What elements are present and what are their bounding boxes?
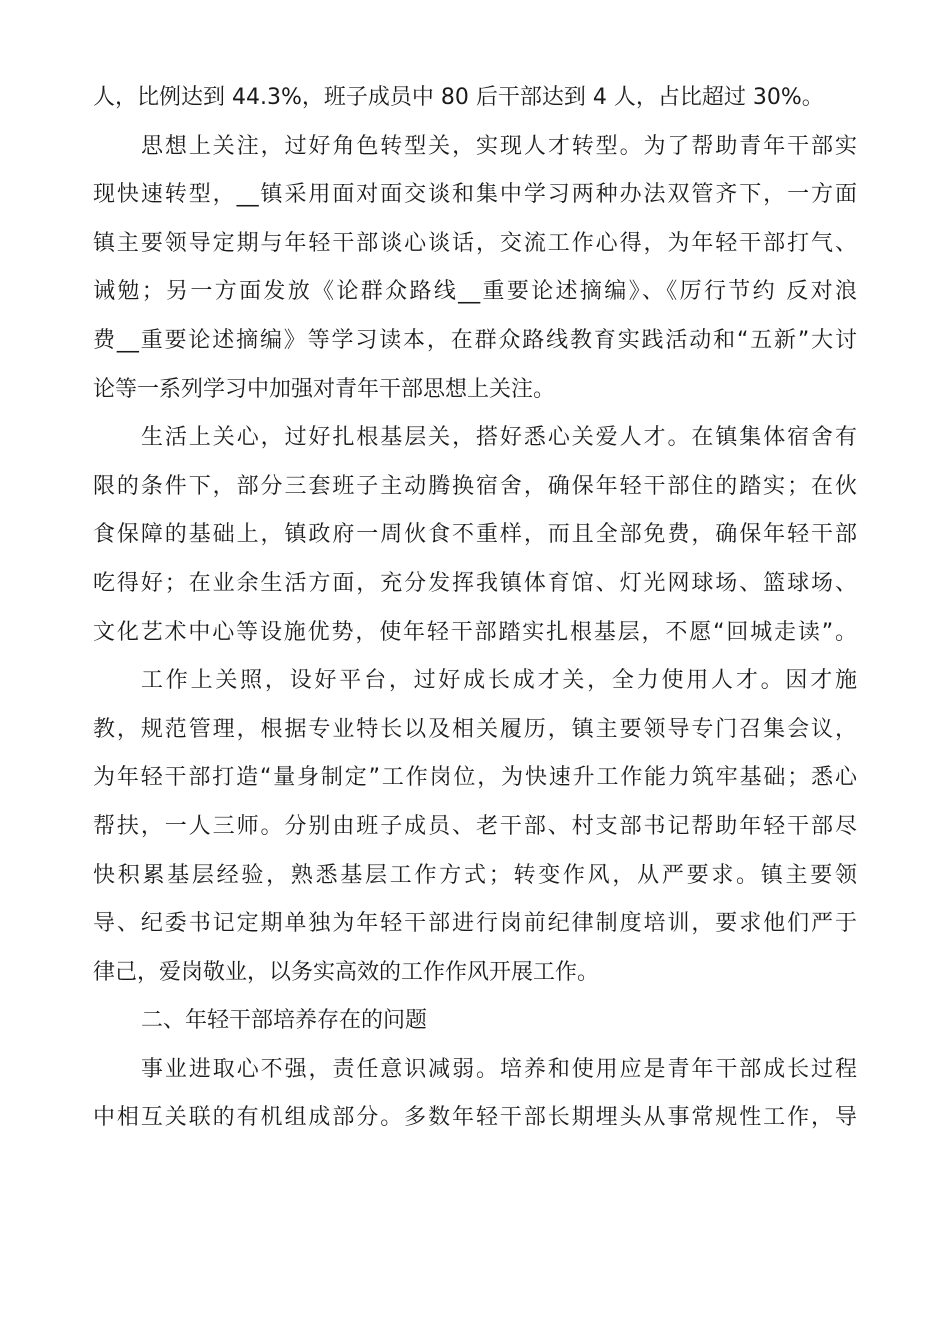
text-line: 诫勉；另一方面发放《论群众路线__重要论述摘编》、《厉行节约 反对浪 [93,279,857,305]
text-line: 现快速转型，__镇采用面对面交谈和集中学习两种办法双管齐下，一方面 [93,182,857,208]
text-line: 为年轻干部打造“量身制定”工作岗位，为快速升工作能力筑牢基础；悉心 [93,765,857,791]
text-line: 限的条件下，部分三套班子主动腾换宿舍，确保年轻干部住的踏实；在伙 [93,473,857,499]
text-line: 工作上关照，设好平台，过好成长成才关，全力使用人才。因才施 [141,668,857,694]
text-line: 食保障的基础上，镇政府一周伙食不重样，而且全部免费，确保年轻干部 [93,522,857,548]
text-line: 镇主要领导定期与年轻干部谈心谈话，交流工作心得，为年轻干部打气、 [93,230,857,256]
text-line: 人，比例达到 44.3%，班子成员中 80 后干部达到 4 人，占比超过 30%。 [93,85,824,110]
text-line: 教，规范管理，根据专业特长以及相关履历，镇主要领导专门召集会议， [93,716,857,742]
text-line: 费__重要论述摘编》等学习读本，在群众路线教育实践活动和“五新”大讨 [93,327,857,353]
text-line: 导、纪委书记定期单独为年轻干部进行岗前纪律制度培训，要求他们严于 [93,911,857,937]
text-line: 思想上关注，过好角色转型关，实现人才转型。为了帮助青年干部实 [141,133,857,159]
text-line: 快积累基层经验，熟悉基层工作方式；转变作风，从严要求。镇主要领 [93,862,857,888]
text-line: 事业进取心不强，责任意识减弱。培养和使用应是青年干部成长过程 [141,1056,857,1082]
text-line: 吃得好；在业余生活方面，充分发挥我镇体育馆、灯光网球场、篮球场、 [93,570,857,596]
text-line: 论等一系列学习中加强对青年干部思想上关注。 [93,376,556,402]
section-heading: 二、年轻干部培养存在的问题 [141,1008,428,1034]
text-line: 中相互关联的有机组成部分。多数年轻干部长期埋头从事常规性工作，导 [93,1105,857,1131]
text-line: 律己，爱岗敬业，以务实高效的工作作风开展工作。 [93,959,600,985]
text-line: 生活上关心，过好扎根基层关，搭好悉心关爱人才。在镇集体宿舍有 [141,425,857,451]
text-line: 文化艺术中心等设施优势，使年轻干部踏实扎根基层，不愿“回城走读”。 [93,619,857,645]
text-line: 帮扶，一人三师。分别由班子成员、老干部、村支部书记帮助年轻干部尽 [93,813,857,839]
document-body [93,74,857,1143]
